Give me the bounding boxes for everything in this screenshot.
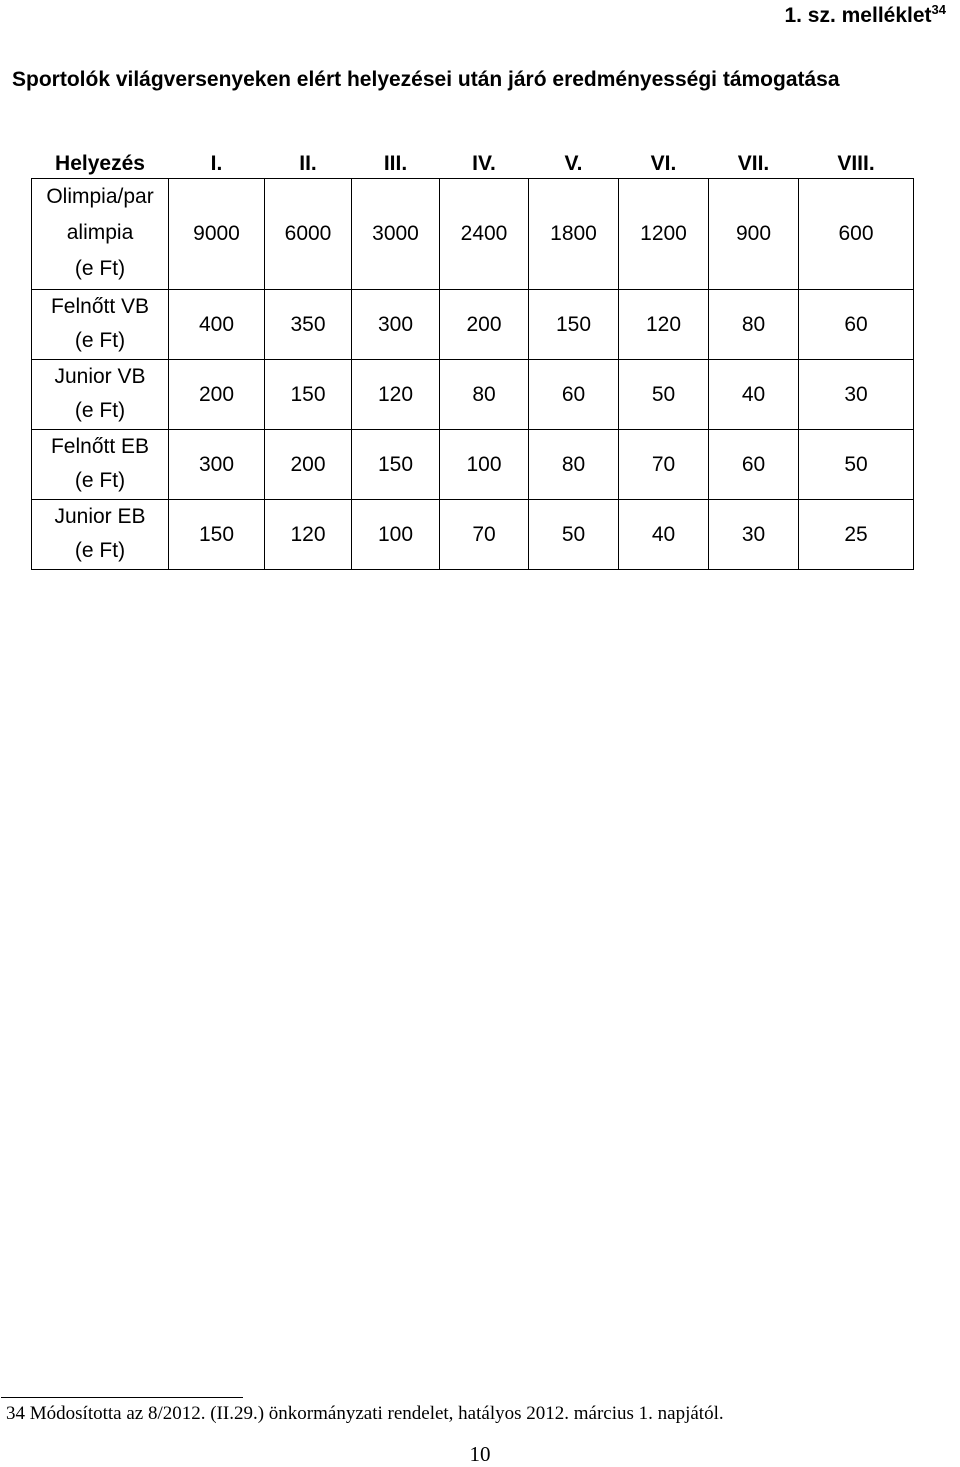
table-cell: 9000	[169, 179, 265, 290]
header-placement-label: Helyezés	[32, 149, 169, 179]
table-cell: 40	[709, 360, 799, 430]
table-cell: 50	[799, 430, 914, 500]
table-row-adult-ec	[32, 430, 914, 500]
page-number: 10	[469, 1442, 491, 1466]
row-label-line: (e Ft)	[74, 257, 126, 280]
row-label-line: Felnőtt EB	[50, 435, 150, 458]
row-label-line: (e Ft)	[74, 329, 126, 352]
header-col-6: VI.	[619, 149, 709, 179]
table-cell: 50	[619, 360, 709, 430]
row-label	[32, 500, 169, 570]
table-cell: 60	[799, 290, 914, 360]
annex-footnote-ref: 34	[931, 2, 946, 17]
footnote	[6, 1403, 724, 1425]
support-table	[31, 149, 914, 570]
header-col-7: VII.	[709, 149, 799, 179]
row-label-line: Olimpia/par	[46, 185, 154, 208]
row-label-line: Junior VB	[54, 365, 146, 388]
row-label-line: (e Ft)	[74, 399, 126, 422]
table-cell: 100	[440, 430, 529, 500]
table-header-row	[32, 149, 914, 179]
table-cell: 900	[709, 179, 799, 290]
table-cell: 300	[352, 290, 440, 360]
table-cell: 70	[619, 430, 709, 500]
table-cell: 50	[529, 500, 619, 570]
table-row-adult-wc	[32, 290, 914, 360]
annex-label	[784, 2, 946, 28]
table-cell: 60	[529, 360, 619, 430]
row-label	[32, 290, 169, 360]
table-cell: 60	[709, 430, 799, 500]
header-col-2: II.	[265, 149, 352, 179]
header-col-3: III.	[352, 149, 440, 179]
table-cell: 70	[440, 500, 529, 570]
footnote-number: 34	[6, 1403, 25, 1424]
row-label	[32, 179, 169, 290]
table-cell: 3000	[352, 179, 440, 290]
row-label-line: (e Ft)	[74, 539, 126, 562]
row-label-line: alimpia	[66, 221, 134, 244]
table-cell: 80	[709, 290, 799, 360]
row-label	[32, 430, 169, 500]
table-cell: 200	[265, 430, 352, 500]
annex-label-text: 1. sz. melléklet	[784, 4, 932, 27]
header-col-8: VIII.	[799, 149, 914, 179]
row-label-line: Felnőtt VB	[50, 295, 150, 318]
table-cell: 1800	[529, 179, 619, 290]
table-cell: 600	[799, 179, 914, 290]
table-cell: 200	[169, 360, 265, 430]
table-cell: 120	[265, 500, 352, 570]
table-cell: 80	[529, 430, 619, 500]
row-label	[32, 360, 169, 430]
document-title: Sportolók világversenyeken elért helyezései után járó eredményességi támogatása	[12, 68, 840, 91]
table-cell: 150	[352, 430, 440, 500]
table-cell: 30	[709, 500, 799, 570]
table-cell: 120	[352, 360, 440, 430]
table-cell: 100	[352, 500, 440, 570]
header-col-1: I.	[169, 149, 265, 179]
table-row-junior-ec	[32, 500, 914, 570]
table-cell: 1200	[619, 179, 709, 290]
table-cell: 80	[440, 360, 529, 430]
table-cell: 30	[799, 360, 914, 430]
table-cell: 25	[799, 500, 914, 570]
table-cell: 2400	[440, 179, 529, 290]
footnote-text: Módosította az 8/2012. (II.29.) önkormányzati rendelet, hatályos 2012. március 1. napjától.	[29, 1403, 724, 1424]
table-cell: 300	[169, 430, 265, 500]
header-col-5: V.	[529, 149, 619, 179]
row-label-line: Junior EB	[54, 505, 146, 528]
table-cell: 150	[169, 500, 265, 570]
table-cell: 200	[440, 290, 529, 360]
table-row-olympics	[32, 179, 914, 290]
header-col-4: IV.	[440, 149, 529, 179]
table-cell: 150	[529, 290, 619, 360]
table-cell: 400	[169, 290, 265, 360]
table-cell: 150	[265, 360, 352, 430]
footnote-divider	[1, 1397, 243, 1398]
table-cell: 350	[265, 290, 352, 360]
table-cell: 40	[619, 500, 709, 570]
row-label-line: (e Ft)	[74, 469, 126, 492]
table-cell: 6000	[265, 179, 352, 290]
table-cell: 120	[619, 290, 709, 360]
table-row-junior-wc	[32, 360, 914, 430]
